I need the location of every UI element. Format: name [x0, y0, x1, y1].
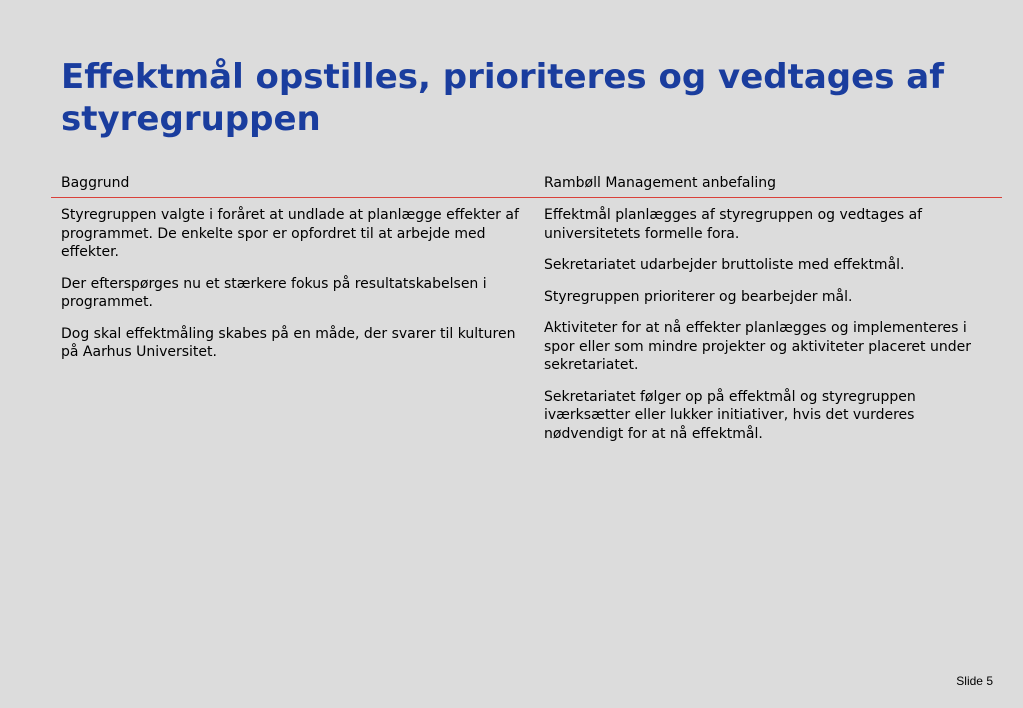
background-paragraph: Der efterspørges nu et stærkere fokus på resultatskabelsen i programmet.	[61, 275, 487, 310]
recommendation-paragraph: Sekretariatet udarbejder bruttoliste med effektmål.	[544, 257, 905, 273]
column-header-background: Baggrund	[61, 175, 130, 191]
recommendation-paragraph: Sekretariatet følger op på effektmål og styregruppen iværksætter eller lukker initiativer, hvis det vurderes nødvendigt for at nå effektmål.	[544, 388, 916, 442]
header-divider	[51, 197, 1002, 198]
recommendation-paragraph: Styregruppen prioriterer og bearbejder mål.	[544, 288, 853, 305]
slide-title: Effektmål opstilles, prioriteres og vedtages af styregruppen	[61, 57, 945, 139]
column-header-recommendation: Rambøll Management anbefaling	[544, 175, 776, 191]
recommendation-column	[544, 206, 994, 456]
recommendation-paragraph: Effektmål planlægges af styregruppen og vedtages af universitetets formelle fora.	[544, 207, 923, 242]
slide-number: Slide 5	[956, 674, 993, 688]
recommendation-paragraph: Aktiviteter for at nå effekter planlægges og implementeres i spor eller som mindre projekter og aktiviteter placeret under sekretariatet.	[544, 320, 971, 373]
background-column	[61, 206, 521, 375]
background-paragraph: Styregruppen valgte i foråret at undlade at planlægge effekter af programmet. De enkelte spor er opfordret til at arbejde med effekter.	[61, 207, 519, 260]
background-paragraph: Dog skal effektmåling skabes på en måde, der svarer til kulturen på Aarhus Universitet.	[61, 325, 516, 360]
